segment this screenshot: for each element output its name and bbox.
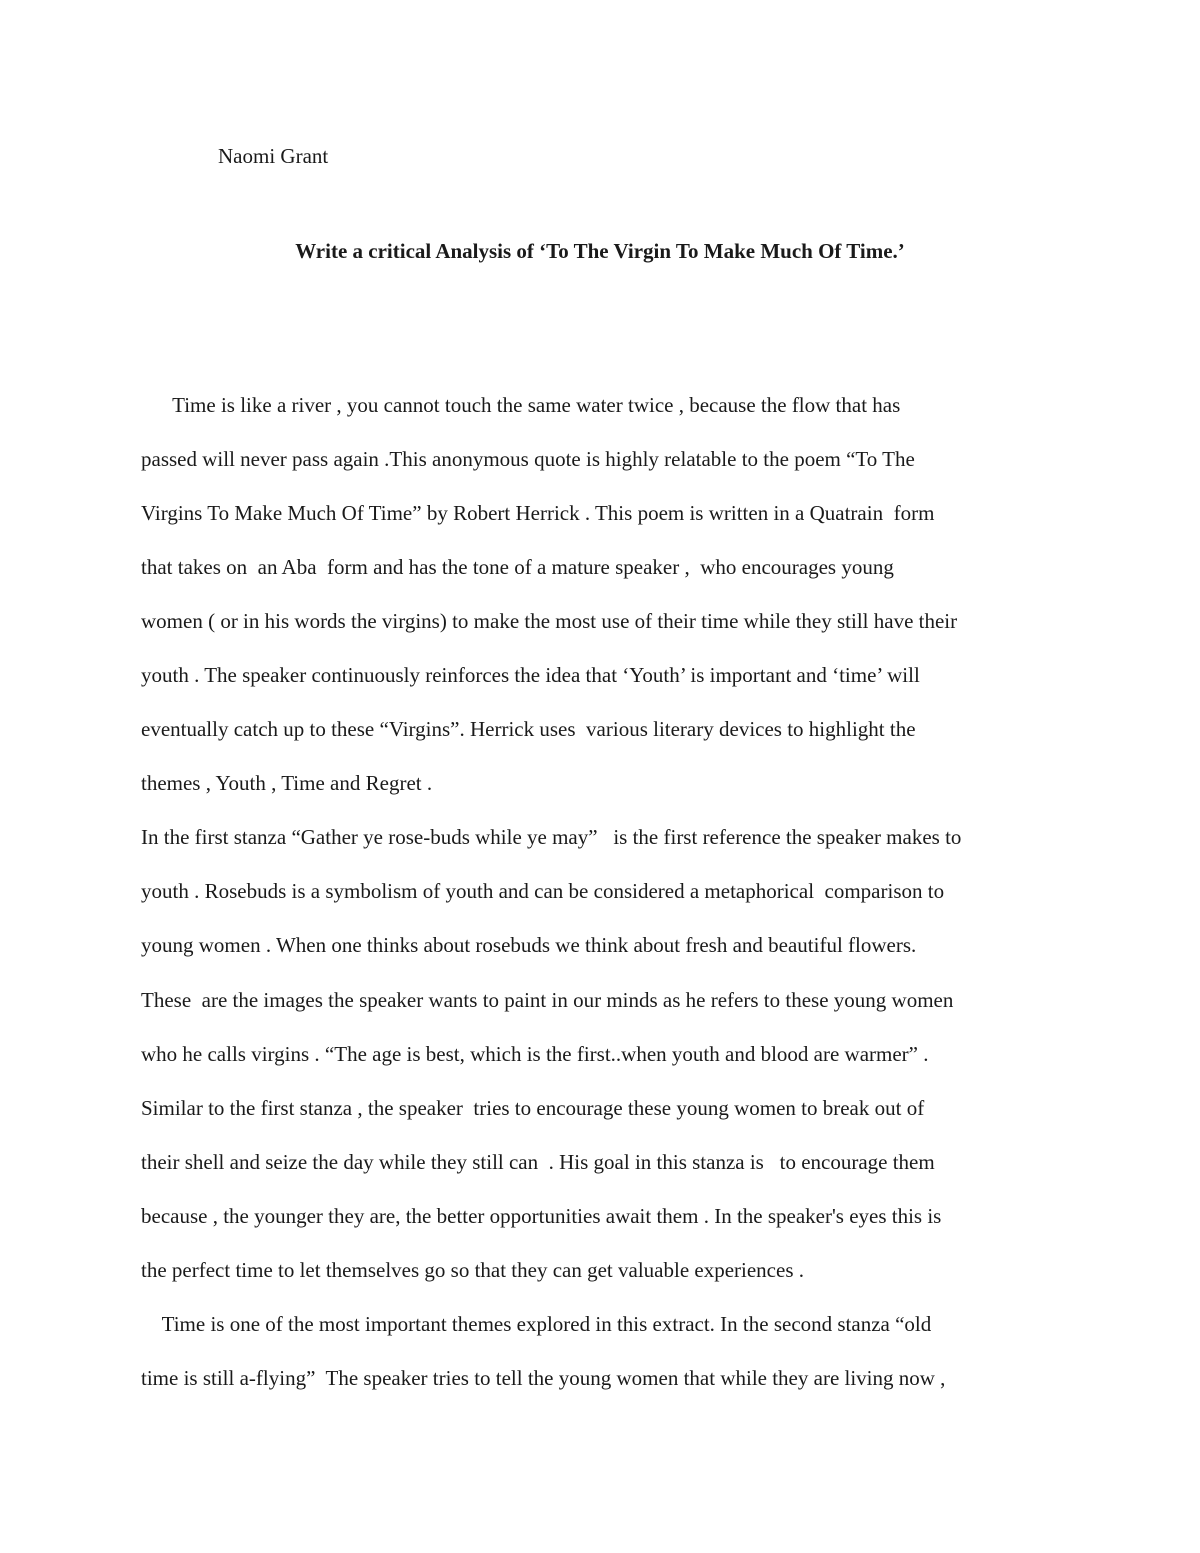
body-line: who he calls virgins . “The age is best, which is the first..when youth and blood are warmer” . <box>141 1042 929 1066</box>
body-line: time is still a-flying” The speaker tries to tell the young women that while they are living now , <box>141 1366 946 1390</box>
body-line: Virgins To Make Much Of Time” by Robert Herrick . This poem is written in a Quatrain form <box>141 501 935 525</box>
essay-title: Write a critical Analysis of ‘To The Virgin To Make Much Of Time.’ <box>295 239 905 263</box>
body-line: their shell and seize the day while they still can . His goal in this stanza is to encourage them <box>141 1150 935 1174</box>
body-line: youth . The speaker continuously reinforces the idea that ‘Youth’ is important and ‘time’ will <box>141 663 920 687</box>
body-line: Similar to the first stanza , the speaker tries to encourage these young women to break out of <box>141 1096 925 1120</box>
body-line: youth . Rosebuds is a symbolism of youth and can be considered a metaphorical comparison to <box>141 879 945 903</box>
body-line: passed will never pass again .This anonymous quote is highly relatable to the poem “To The <box>141 447 915 471</box>
body-line: In the first stanza “Gather ye rose-buds while ye may” is the first reference the speaker makes to <box>141 825 962 849</box>
body-line: that takes on an Aba form and has the tone of a mature speaker , who encourages young <box>141 555 894 579</box>
author-name: Naomi Grant <box>218 144 329 168</box>
body-line: Time is one of the most important themes explored in this extract. In the second stanza “old <box>141 1312 932 1336</box>
body-line: These are the images the speaker wants to paint in our minds as he refers to these young women <box>141 988 954 1012</box>
body-line: young women . When one thinks about rosebuds we think about fresh and beautiful flowers. <box>141 933 917 957</box>
body-line: because , the younger they are, the better opportunities await them . In the speaker's eyes this is <box>141 1204 942 1228</box>
body-line: themes , Youth , Time and Regret . <box>141 771 433 795</box>
body-line: Time is like a river , you cannot touch the same water twice , because the flow that has <box>141 393 901 417</box>
body-line: women ( or in his words the virgins) to make the most use of their time while they still have their <box>141 609 958 633</box>
body-line: eventually catch up to these “Virgins”. Herrick uses various literary devices to highlight the <box>141 717 916 741</box>
body-line: the perfect time to let themselves go so that they can get valuable experiences . <box>141 1258 804 1282</box>
